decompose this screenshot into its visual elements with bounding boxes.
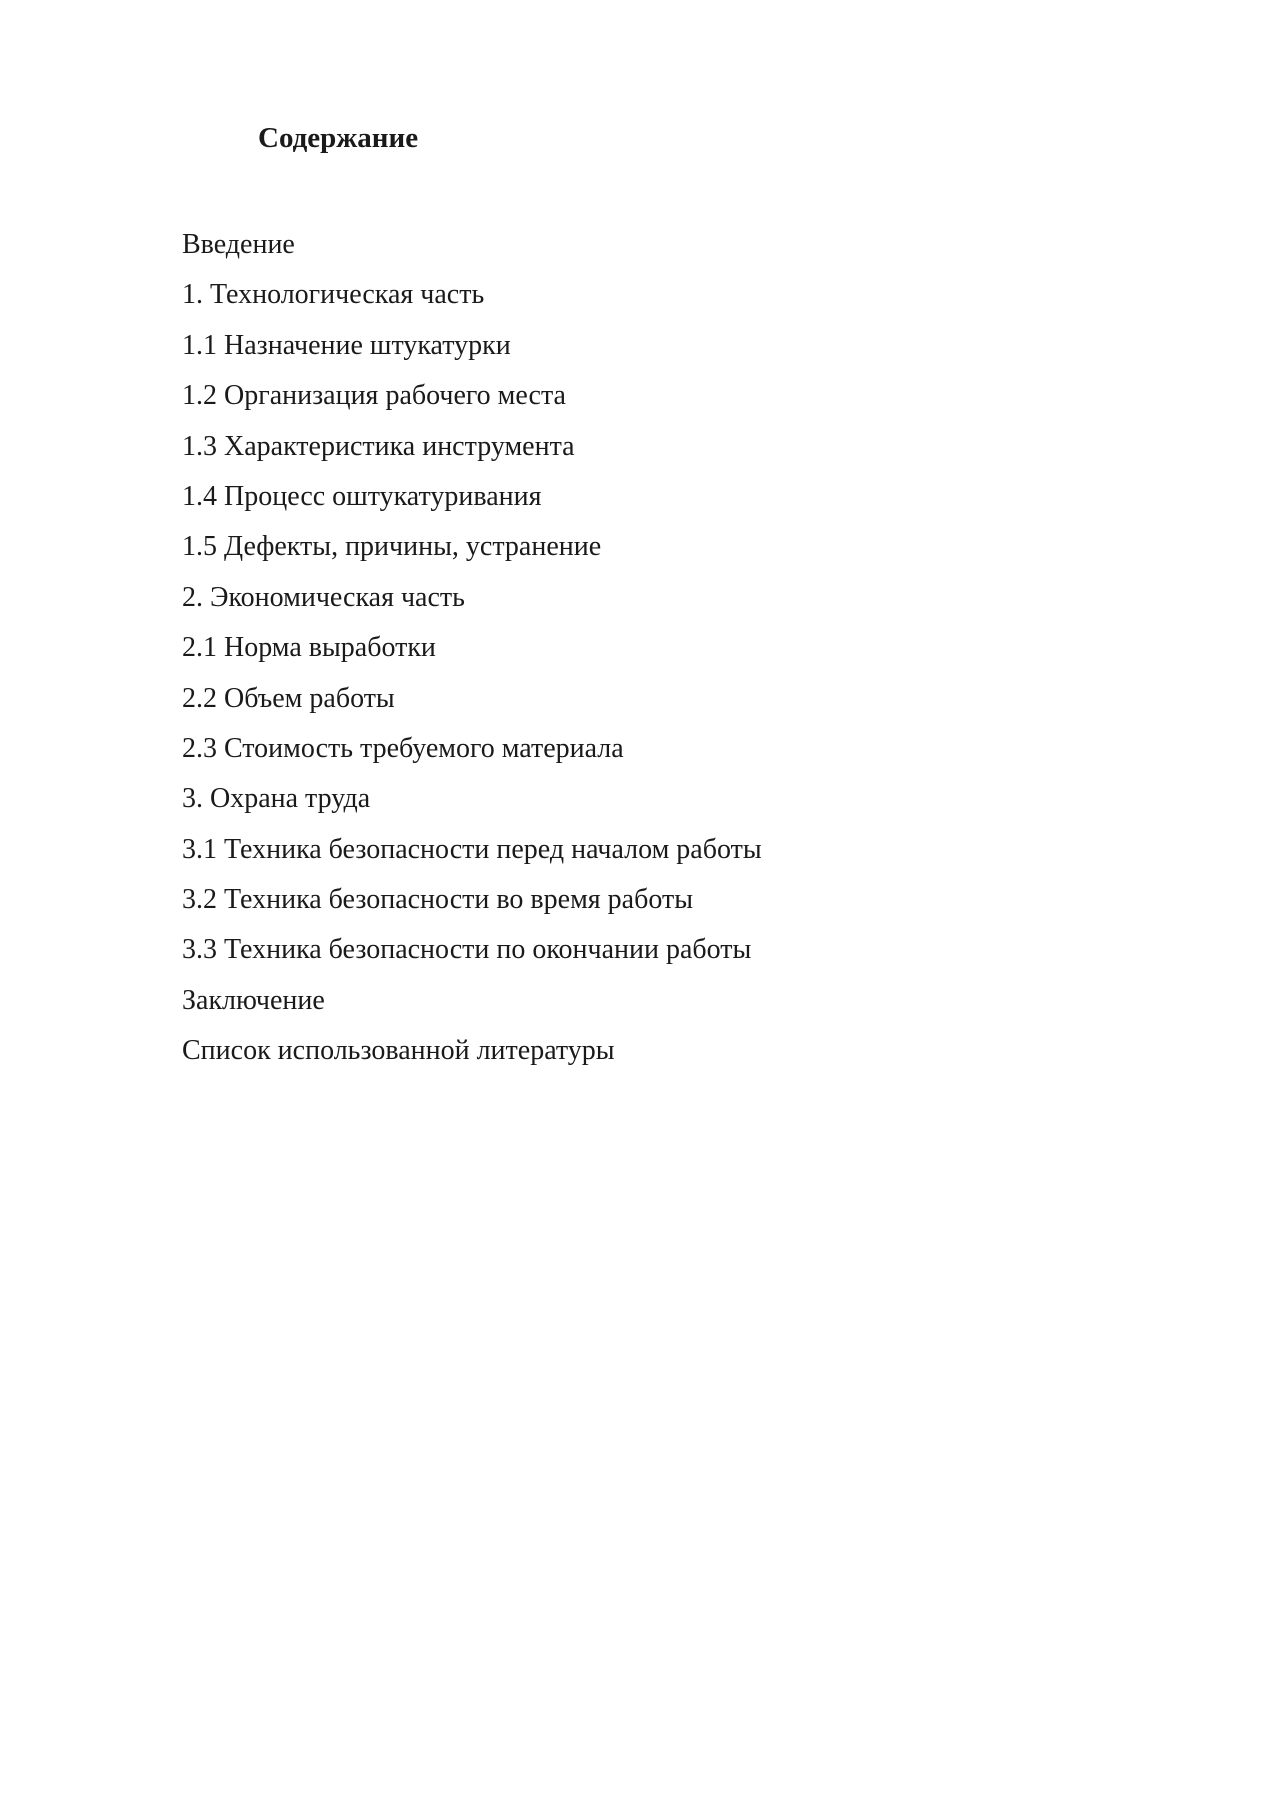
toc-item-2-2: 2.2 Объем работы [182, 682, 395, 714]
toc-item-1-5: 1.5 Дефекты, причины, устранение [182, 531, 602, 563]
toc-item-2-1: 2.1 Норма выработки [182, 632, 436, 664]
toc-list [182, 220, 762, 1077]
toc-title: Содержание [258, 122, 419, 154]
toc-item-1: 1. Технологическая часть [182, 279, 485, 311]
toc-item-3-2: 3.2 Техника безопасности во время работы [182, 884, 694, 916]
toc-item-1-1: 1.1 Назначение штукатурки [182, 329, 511, 361]
toc-item-1-3: 1.3 Характеристика инструмента [182, 430, 575, 462]
toc-item-3-1: 3.1 Техника безопасности перед началом работы [182, 833, 762, 865]
toc-item-2-3: 2.3 Стоимость требуемого материала [182, 732, 624, 764]
toc-item-references: Список использованной литературы [182, 1035, 615, 1067]
toc-item-3-3: 3.3 Техника безопасности по окончании работы [182, 934, 752, 966]
toc-item-1-4: 1.4 Процесс оштукатуривания [182, 480, 542, 512]
toc-item-introduction: Введение [182, 229, 295, 260]
toc-item-3: 3. Охрана труда [182, 783, 371, 815]
toc-item-2: 2. Экономическая часть [182, 581, 465, 613]
toc-item-conclusion: Заключение [182, 984, 325, 1016]
toc-item-1-2: 1.2 Организация рабочего места [182, 380, 566, 412]
